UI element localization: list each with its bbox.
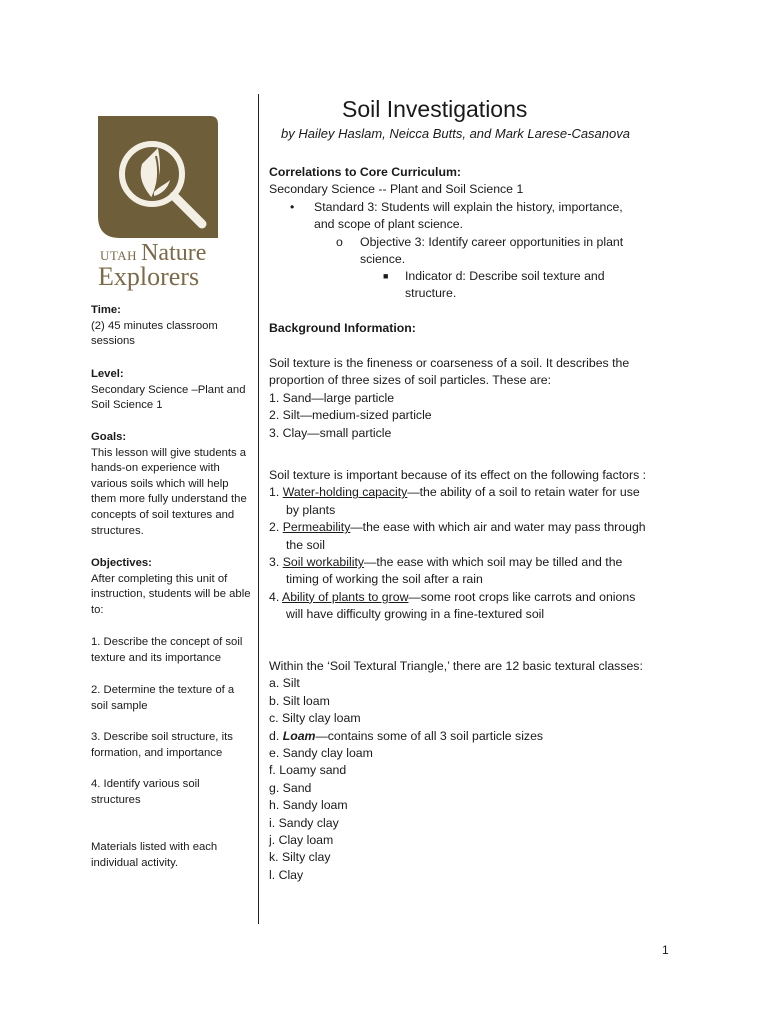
factor-item: 1. Water-holding capacity—the ability of a soil to retain water for use by plants bbox=[269, 485, 640, 517]
sidebar-goals bbox=[91, 430, 251, 539]
objective-item: 4. Identify various soil structures bbox=[91, 778, 200, 806]
logo-wordmark-bottom: Explorers bbox=[98, 262, 200, 291]
author-byline: by Hailey Haslam, Neicca Butts, and Mark Larese-Casanova bbox=[281, 126, 630, 141]
magnifier-leaf-icon bbox=[98, 116, 218, 238]
class-item: g. Sand bbox=[269, 780, 312, 795]
texture-section bbox=[269, 355, 654, 442]
textural-classes-section bbox=[269, 658, 654, 884]
level-text: Secondary Science –Plant and Soil Science 1 bbox=[91, 383, 246, 412]
bullet-circle-icon: o bbox=[336, 235, 343, 249]
logo-wordmark-top: UTAH Nature bbox=[100, 240, 207, 266]
correlations-section bbox=[269, 164, 654, 199]
class-item: h. Sandy loam bbox=[269, 798, 348, 813]
objective-item: 2. Determine the texture of a soil sample bbox=[91, 684, 235, 712]
utah-nature-explorers-logo bbox=[98, 116, 222, 291]
class-item: i. Sandy clay bbox=[269, 815, 339, 830]
background-heading bbox=[269, 320, 654, 337]
page-number: 1 bbox=[662, 943, 669, 957]
factor-item: 4. Ability of plants to grow—some root crops like carrots and onions will have difficulty growing in a fine-textured soil bbox=[269, 589, 636, 622]
importance-intro: Soil texture is important because of its effect on the following factors : bbox=[269, 468, 647, 482]
factor-item: 3. Soil workability—the ease with which soil may be tilled and the timing of working the soil after a rain bbox=[269, 555, 623, 587]
particle-item: 2. Silt—medium-sized particle bbox=[269, 408, 432, 423]
background-heading-text: Background Information: bbox=[269, 321, 416, 335]
objective-item: 3. Describe soil structure, its formation, and importance bbox=[91, 731, 233, 759]
course-name: Secondary Science -- Plant and Soil Science 1 bbox=[269, 182, 524, 197]
objective-bullet bbox=[336, 234, 650, 269]
sidebar-level bbox=[91, 367, 251, 414]
sidebar-time bbox=[91, 303, 251, 350]
class-item: j. Clay loam bbox=[269, 833, 334, 848]
loam-term: Loam bbox=[282, 728, 316, 743]
objectives-intro: After completing this unit of instruction, students will be able to: bbox=[91, 572, 251, 616]
particle-item: 3. Clay—small particle bbox=[269, 425, 392, 440]
class-item: l. Clay bbox=[269, 867, 304, 882]
class-item: e. Sandy clay loam bbox=[269, 746, 373, 761]
time-heading: Time: bbox=[91, 304, 121, 316]
class-item: b. Silt loam bbox=[269, 693, 330, 708]
bullet-square-icon: ■ bbox=[383, 271, 389, 281]
goals-heading: Goals: bbox=[91, 431, 127, 443]
bullet-dot-icon: • bbox=[290, 200, 295, 214]
texture-intro: Soil texture is the fineness or coarseness of a soil. It describes the proportion of three sizes of soil particles. These are: bbox=[269, 356, 630, 388]
class-item: d. Loam—contains some of all 3 soil particle sizes bbox=[269, 728, 544, 743]
indicator-bullet bbox=[383, 268, 630, 303]
objectives-heading: Objectives: bbox=[91, 557, 152, 569]
column-divider bbox=[258, 94, 259, 924]
objective-item: 1. Describe the concept of soil texture and its importance bbox=[91, 636, 243, 664]
indicator-text: Indicator d: Describe soil texture and structure. bbox=[405, 269, 605, 301]
class-item: f. Loamy sand bbox=[269, 763, 347, 778]
materials-note: Materials listed with each individual activity. bbox=[91, 841, 218, 869]
class-item: k. Silty clay bbox=[269, 850, 331, 865]
factor-item: 2. Permeability—the ease with which air and water may pass through the soil bbox=[269, 520, 646, 552]
class-item: a. Silt bbox=[269, 676, 300, 691]
standard-bullet bbox=[290, 199, 644, 234]
triangle-intro: Within the ‘Soil Textural Triangle,’ there are 12 basic textural classes: bbox=[269, 659, 643, 673]
standard-text: Standard 3: Students will explain the history, importance, and scope of plant science. bbox=[314, 200, 623, 232]
correlations-heading: Correlations to Core Curriculum: bbox=[269, 165, 461, 179]
objective-text: Objective 3: Identify career opportunities in plant science. bbox=[360, 235, 624, 267]
importance-section bbox=[269, 467, 654, 624]
level-heading: Level: bbox=[91, 368, 124, 380]
page-title: Soil Investigations bbox=[342, 96, 528, 122]
sidebar-objectives bbox=[91, 556, 251, 618]
goals-text: This lesson will give students a hands-on experience with various soils which will help them more fully understand the concepts of soil textures and structures. bbox=[91, 446, 247, 537]
particle-item: 1. Sand—large particle bbox=[269, 390, 395, 405]
class-item: c. Silty clay loam bbox=[269, 711, 361, 726]
time-text: (2) 45 minutes classroom sessions bbox=[91, 319, 218, 348]
